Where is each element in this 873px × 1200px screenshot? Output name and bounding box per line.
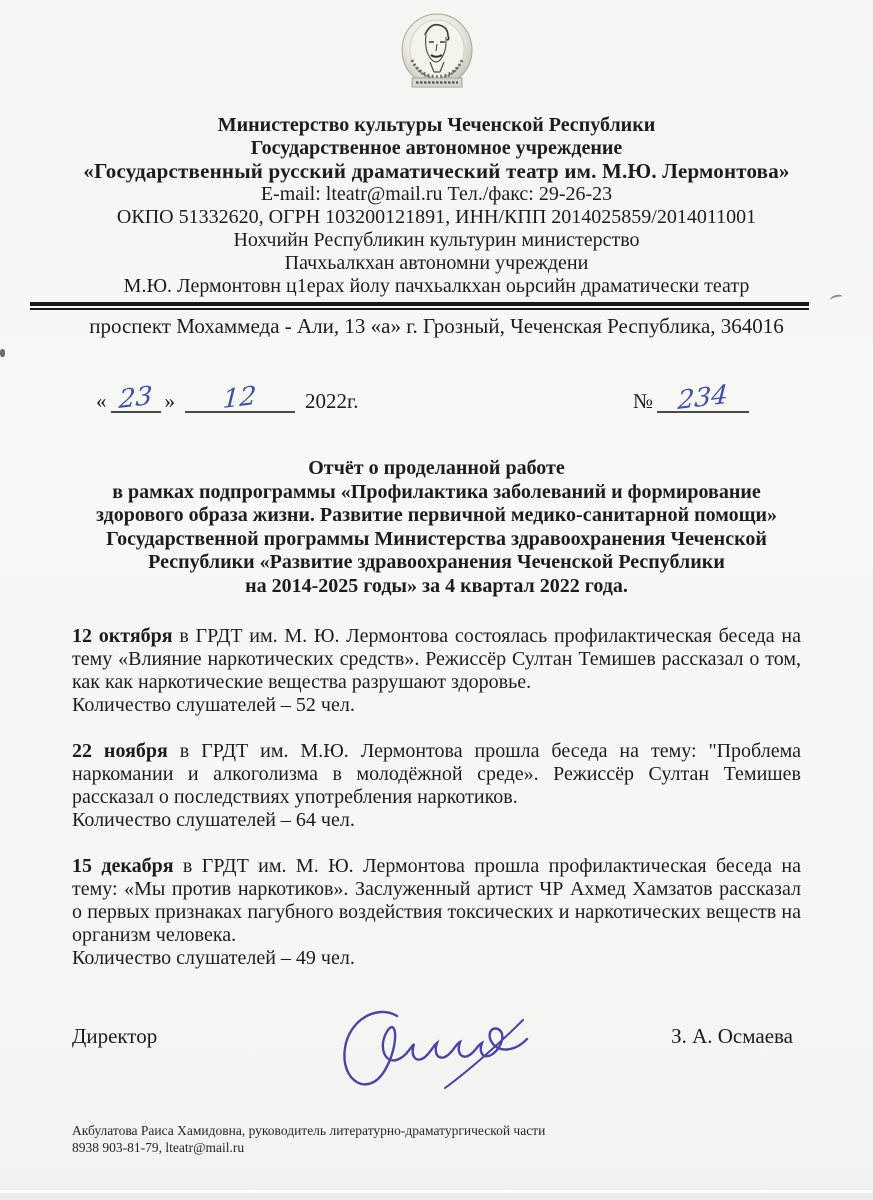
scan-artifact-speck [0,349,5,357]
day-blank [111,381,161,415]
attendance-count: Количество слушателей – 52 чел. [72,694,355,716]
date-field [96,381,359,415]
title-line: Республики «Развитие здравоохранения Чеченской Республики [148,551,725,573]
signer-role: Директор [72,1024,158,1048]
year-label: 2022г. [305,389,359,413]
letterhead [0,114,873,298]
event-date: 12 октября [72,625,173,647]
event-date: 22 ноября [72,740,168,762]
org-ministry-chechen-line: Нохчийн Республикин культурин министерство [233,229,640,251]
event-text: в ГРДТ им. М. Ю. Лермонтова прошла профилактическая беседа на тему: «Мы против наркотиков». Заслуженный артист ЧР Ахмед Хамзатов рассказал о первых признаках пагубного воздействия токсических и наркотических веществ на организм человека. [72,855,801,946]
org-ministry-line: Министерство культуры Чеченской Республики [217,114,656,136]
signature-block [72,1016,801,1106]
org-type-chechen-line: Пачхьалкхан автономни учреждени [284,252,589,274]
handwritten-number: 234 [677,380,730,416]
title-line: в рамках подпрограммы «Профилактика заболеваний и формирование [112,480,761,503]
executor-footer [72,1122,873,1156]
title-line: на 2014-2025 годы» за 4 квартал 2022 года. [245,574,628,597]
title-line: здорового образа жизни. Развитие первичной медико-санитарной помощи» [95,504,778,526]
title-line: Государственной программы Министерства здравоохранения Чеченской [106,527,767,550]
report-title [0,457,873,598]
event-paragraph [72,625,801,717]
handwritten-day: 23 [117,381,154,415]
number-blank [657,380,749,416]
event-text: в ГРДТ им. М. Ю. Лермонтова состоялась профилактическая беседа на тему «Влияние наркотических средств». Режиссёр Султан Темишев рассказал о том, как как наркотические вещества разрушают здоровье. [72,625,801,693]
scan-edge-strip [0,1190,873,1200]
lermontov-portrait-icon [395,12,479,94]
report-body [72,625,801,970]
close-quote: » [164,389,175,413]
org-name-line: «Государственный русский драматический театр им. М.Ю. Лермонтова» [83,159,790,183]
open-quote: « [96,389,107,413]
director-signature-handwriting [327,1002,557,1102]
number-sign: № [633,389,654,413]
org-contacts-line: E-mail: lteatr@mail.ru Тел./факс: 29-26-23 [260,183,613,205]
org-codes-line: ОКПО 51332620, ОГРН 103200121891, ИНН/КПП 2014025859/2014011001 [116,206,757,228]
handwritten-month: 12 [222,381,258,415]
attendance-count: Количество слушателей – 49 чел. [72,947,355,969]
org-type-line: Государственное автономное учреждение [250,137,623,159]
title-line: Отчёт о проделанной работе [308,457,565,479]
document-number-field [633,380,749,416]
executor-name-line: Акбулатова Раиса Хамидовна, руководитель литературно-драматургической части [72,1123,546,1138]
month-blank [185,381,295,415]
theater-emblem-logo [395,12,479,94]
executor-phone-line: 8938 903-81-79, lteatr@mail.ru [72,1140,245,1155]
attendance-count: Количество слушателей – 64 чел. [72,809,355,831]
date-number-line [0,379,873,425]
signer-name: З. А. Осмаева [671,1024,793,1048]
org-address-line: проспект Мохаммеда - Али, 13 «а» г. Грозный, Чеченская Республика, 364016 [89,314,784,338]
letterhead-divider [30,302,809,310]
org-name-chechen-line: М.Ю. Лермонтовн ц1ерах йолу пачхьалкхан оьрсийн драматически театр [123,275,750,297]
event-paragraph [72,740,801,832]
event-text: в ГРДТ им. М.Ю. Лермонтова прошла беседа на тему: "Проблема наркомании и алкоголизма в молодёжной среде». Режиссёр Султан Темишев рассказал о последствиях употребления наркотиков. [72,740,801,808]
event-date: 15 декабря [72,855,174,877]
event-paragraph [72,855,801,970]
